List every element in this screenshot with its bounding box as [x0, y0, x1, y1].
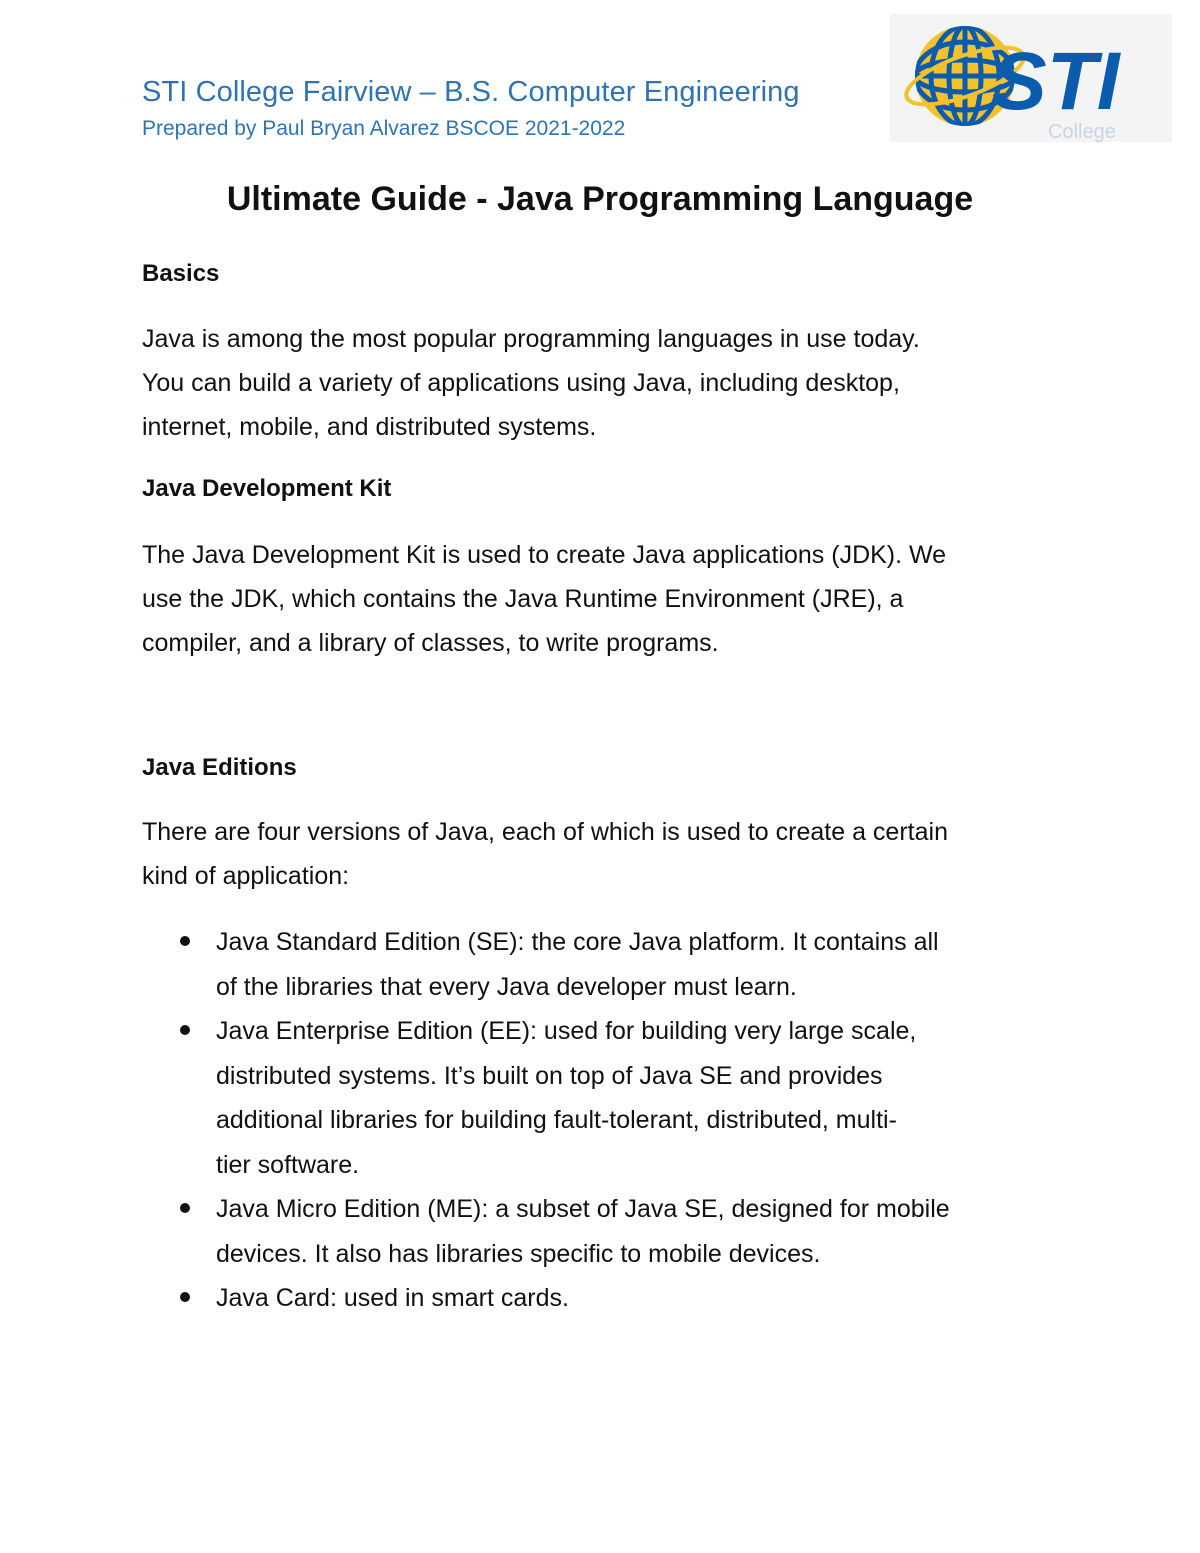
- bullet-icon: [180, 1203, 190, 1213]
- paragraph-line: use the JDK, which contains the Java Runtime Environment (JRE), a: [142, 585, 904, 613]
- paragraph-jdk: [142, 533, 1082, 665]
- heading-jdk: Java Development Kit: [142, 475, 392, 502]
- bullet-icon: [180, 1025, 190, 1035]
- paragraph-basics: [142, 317, 1082, 449]
- heading-basics: Basics: [142, 260, 220, 287]
- heading-editions: Java Editions: [142, 754, 297, 781]
- list-item-text: Java Card: used in smart cards.: [216, 1284, 569, 1312]
- paragraph-line: The Java Development Kit is used to create Java applications (JDK). We: [142, 541, 947, 569]
- svg-text:College: College: [1048, 121, 1116, 142]
- list-item-text: Java Micro Edition (ME): a subset of Java SE, designed for mobile devices. It also has libraries specific to mobile devices.: [216, 1195, 950, 1268]
- paragraph-line: There are four versions of Java, each of which is used to create a certain: [142, 818, 948, 846]
- list-item-text: Java Standard Edition (SE): the core Java platform. It contains all of the libraries that every Java developer must learn.: [216, 928, 939, 1001]
- header-prepared-by-line: Prepared by Paul Bryan Alvarez BSCOE 2021-2022: [142, 117, 626, 140]
- sti-globe-logo-icon: [890, 14, 1172, 142]
- bullet-icon: [180, 936, 190, 946]
- paragraph-line: You can build a variety of applications using Java, including desktop,: [142, 369, 900, 397]
- sti-logo: [890, 14, 1172, 142]
- list-item-text: Java Enterprise Edition (EE): used for building very large scale, distributed systems. It’s built on top of Java SE and provides additional libraries for building fault-tolerant, distributed, multi- tier software.: [216, 1017, 917, 1179]
- paragraph-editions: [142, 810, 1082, 898]
- paragraph-line: internet, mobile, and distributed systems.: [142, 413, 597, 441]
- paragraph-line: Java is among the most popular programming languages in use today.: [142, 325, 920, 353]
- svg-text:STI: STI: [992, 36, 1120, 127]
- bullet-icon: [180, 1292, 190, 1302]
- document-title: Ultimate Guide - Java Programming Language: [226, 180, 974, 218]
- header-college-line: STI College Fairview – B.S. Computer Engineering: [142, 76, 800, 108]
- paragraph-line: compiler, and a library of classes, to write programs.: [142, 629, 719, 657]
- paragraph-line: kind of application:: [142, 862, 350, 890]
